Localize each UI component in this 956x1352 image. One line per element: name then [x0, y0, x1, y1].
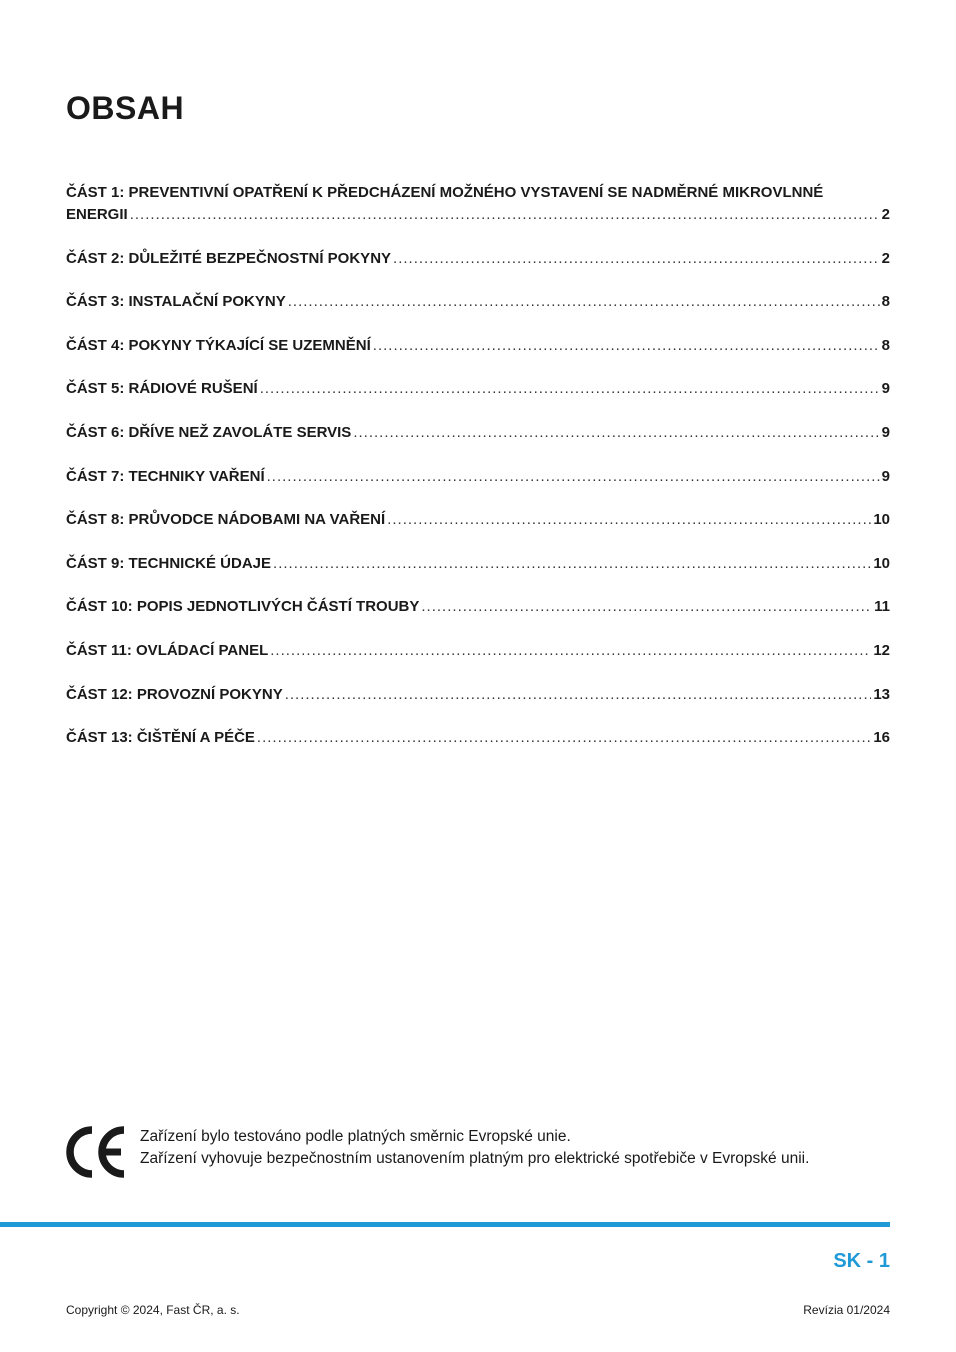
toc-entry-7[interactable] — [66, 466, 890, 488]
toc-leader-dots — [353, 422, 879, 444]
toc-entry-9[interactable] — [66, 553, 890, 575]
toc-entry-6[interactable] — [66, 422, 890, 444]
toc-leader-dots — [421, 596, 872, 618]
toc-page-number: 9 — [881, 423, 890, 441]
toc-entry-label: ČÁST 6: DŘÍVE NEŽ ZAVOLÁTE SERVIS — [66, 423, 352, 441]
toc-page-number: 10 — [873, 511, 890, 529]
table-of-contents — [66, 182, 890, 771]
toc-entry-label: ČÁST 11: OVLÁDACÍ PANEL — [66, 641, 269, 659]
toc-page-number: 11 — [874, 598, 890, 616]
ce-mark-icon — [66, 1126, 128, 1178]
toc-entry-label: ČÁST 7: TECHNIKY VAŘENÍ — [66, 467, 265, 485]
toc-leader-dots — [285, 684, 872, 706]
toc-leader-dots — [257, 727, 871, 749]
toc-leader-dots — [273, 553, 871, 575]
toc-leader-dots — [387, 509, 871, 531]
toc-entry-label: ČÁST 2: DŮLEŽITÉ BEZPEČNOSTNÍ POKYNY — [66, 249, 392, 267]
toc-entry-label: ČÁST 3: INSTALAČNÍ POKYNY — [66, 293, 286, 311]
toc-entry-1[interactable] — [66, 182, 890, 226]
toc-page-number: 2 — [881, 206, 890, 223]
toc-entry-label: ENERGII — [66, 206, 128, 223]
toc-leader-dots — [393, 248, 880, 270]
copyright-text: Copyright © 2024, Fast ČR, a. s. — [66, 1303, 240, 1317]
footer-divider — [0, 1222, 890, 1227]
toc-entry-5[interactable] — [66, 378, 890, 400]
page-number: SK - 1 — [833, 1250, 890, 1272]
toc-leader-dots — [288, 291, 880, 313]
toc-page-number: 16 — [873, 729, 890, 747]
toc-page-number: 8 — [881, 336, 890, 354]
toc-entry-2[interactable] — [66, 248, 890, 270]
toc-entry-label: ČÁST 12: PROVOZNÍ POKYNY — [66, 685, 283, 703]
toc-entry-12[interactable] — [66, 684, 890, 706]
toc-entry-label-line1: ČÁST 1: PREVENTIVNÍ OPATŘENÍ K PŘEDCHÁZENÍ MOŽNÉHO VYSTAVENÍ SE NADMĚRNÉ MIKROVLNNÉ — [66, 184, 824, 201]
toc-leader-dots — [373, 335, 880, 357]
page-title: OBSAH — [66, 90, 185, 126]
toc-entry-label: ČÁST 13: ČIŠTĚNÍ A PÉČE — [66, 729, 255, 747]
toc-leader-dots — [267, 466, 880, 488]
toc-page-number: 10 — [873, 554, 890, 572]
toc-page-number: 13 — [873, 685, 890, 703]
toc-entry-4[interactable] — [66, 335, 890, 357]
toc-entry-3[interactable] — [66, 291, 890, 313]
toc-page-number: 12 — [873, 641, 890, 659]
toc-entry-label: ČÁST 5: RÁDIOVÉ RUŠENÍ — [66, 380, 258, 398]
toc-entry-label: ČÁST 9: TECHNICKÉ ÚDAJE — [66, 554, 272, 572]
toc-leader-dots — [260, 378, 880, 400]
toc-page-number: 2 — [881, 249, 890, 267]
toc-entry-8[interactable] — [66, 509, 890, 531]
ce-notice-line2: Zařízení vyhovuje bezpečnostním ustanovením platným pro elektrické spotřebiče v Evropské unii. — [140, 1150, 810, 1167]
toc-page-number: 8 — [881, 293, 890, 311]
toc-entry-label: ČÁST 4: POKYNY TÝKAJÍCÍ SE UZEMNĚNÍ — [66, 336, 371, 354]
toc-page-number: 9 — [881, 380, 890, 398]
toc-entry-label: ČÁST 10: POPIS JEDNOTLIVÝCH ČÁSTÍ TROUBY — [66, 598, 420, 616]
toc-entry-label: ČÁST 8: PRŮVODCE NÁDOBAMI NA VAŘENÍ — [66, 511, 386, 529]
toc-entry-13[interactable] — [66, 727, 890, 749]
toc-page-number: 9 — [881, 467, 890, 485]
ce-notice-line1: Zařízení bylo testováno podle platných směrnic Evropské unie. — [140, 1128, 571, 1145]
toc-entry-10[interactable] — [66, 596, 890, 618]
toc-entry-11[interactable] — [66, 640, 890, 662]
toc-leader-dots — [270, 640, 871, 662]
revision-text: Revízia 01/2024 — [803, 1303, 890, 1317]
ce-notice — [140, 1126, 809, 1170]
toc-leader-dots — [130, 204, 880, 226]
